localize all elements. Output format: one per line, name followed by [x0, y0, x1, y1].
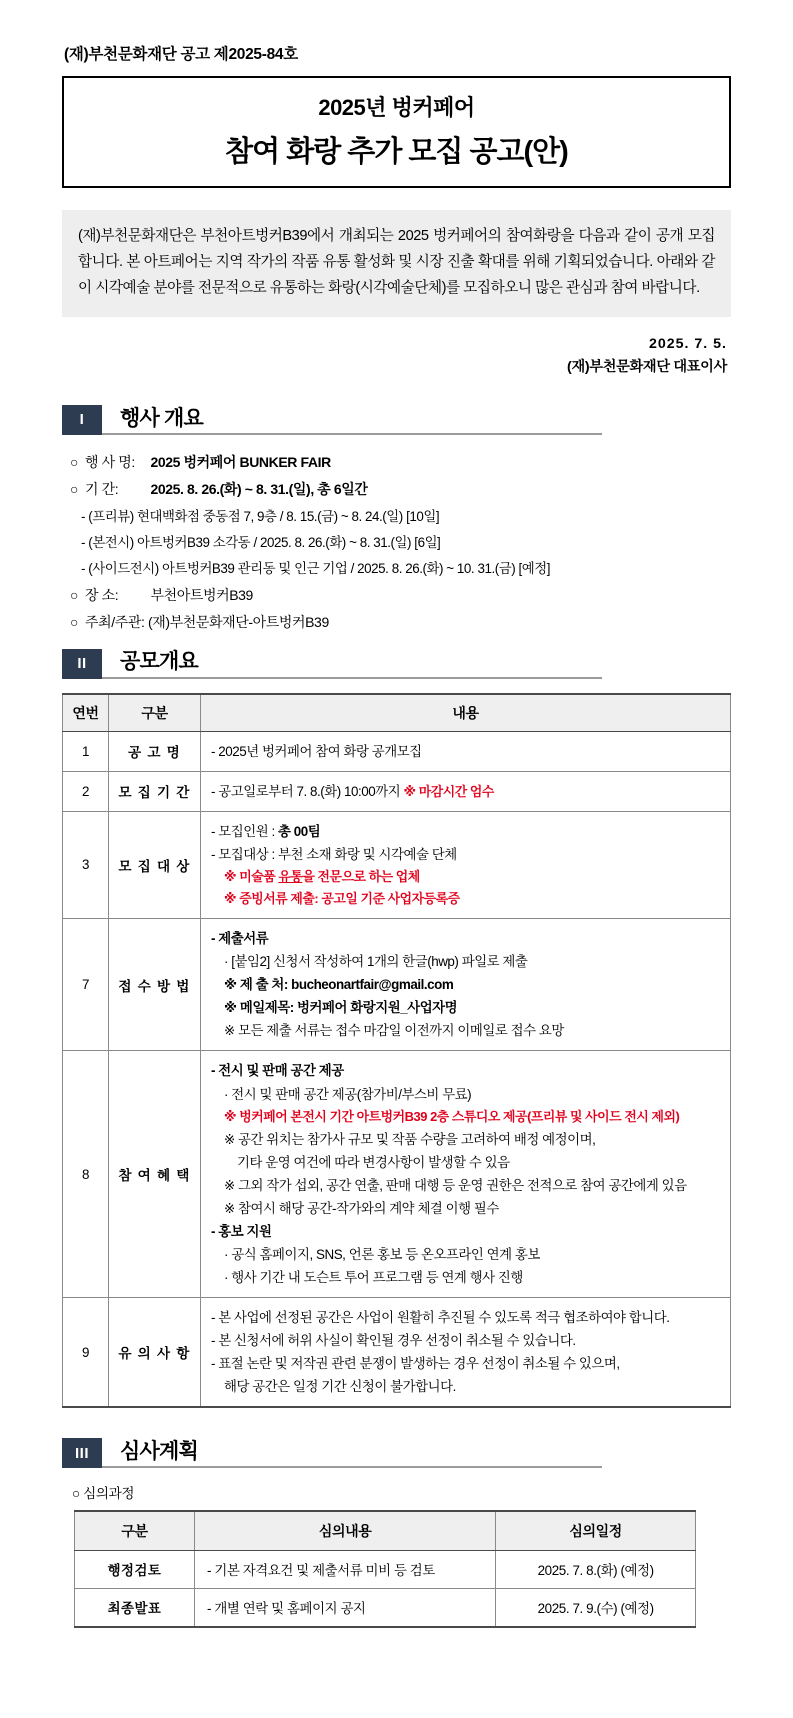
content-line: - 공고일로부터 7. 8.(화) 10:00까지 ※ 마감시간 엄수	[211, 783, 494, 799]
title-subtitle: 2025년 벙커페어	[318, 95, 475, 120]
content-line: ※ 제 출 처: bucheonartfair@gmail.com	[224, 977, 454, 993]
announcement-overview-table	[62, 693, 731, 1409]
section-1-item	[70, 449, 731, 476]
section-1-item	[70, 476, 731, 503]
plan-table-body	[75, 1551, 696, 1628]
cell-content	[201, 731, 731, 771]
section-1-sub-item: - (본전시) 아트벙커B39 소각동 / 2025. 8. 26.(화) ~ 8. 31.(일) [6일]	[81, 534, 441, 550]
content-line: · [붙임2] 신청서 작성하여 1개의 한글(hwp) 파일로 제출	[224, 954, 528, 970]
content-line: - 표절 논란 및 저작권 관련 분쟁이 발생하는 경우 선정이 취소될 수 있으며,	[211, 1356, 620, 1372]
cell-no: 9	[63, 1298, 109, 1408]
section-1-item-value: 2025. 8. 26.(화) ~ 8. 31.(일), 총 6일간	[147, 481, 368, 498]
content-line: ※ 증빙서류 제출: 공고일 기준 사업자등록증	[224, 891, 460, 907]
section-1-item-key: 장 소:	[85, 586, 119, 603]
cell-content	[201, 811, 731, 918]
table-header-row	[63, 694, 731, 732]
section-1-item-value: 2025 벙커페어 BUNKER FAIR	[147, 453, 331, 470]
emphasis-text: 총 00팀	[278, 823, 321, 839]
section-1-bullet-list	[70, 449, 731, 637]
content-line: 기타 운영 여건에 따라 변경사항이 발생할 수 있음	[237, 1154, 510, 1170]
section-1-title-underline	[102, 407, 602, 435]
plan-cell-stage: 행정검토	[75, 1551, 195, 1589]
circle-bullet-icon: ○	[70, 453, 79, 470]
section-1-item-value: 부천아트벙커B39	[147, 586, 253, 603]
plan-col-header-stage: 구분	[75, 1511, 195, 1551]
col-header-no: 연번	[63, 694, 109, 732]
plan-cell-schedule: 2025. 7. 8.(화) (예정)	[496, 1551, 696, 1589]
content-line: 해당 공간은 일정 기간 신청이 불가합니다.	[224, 1379, 456, 1395]
content-line: - 제출서류	[211, 931, 269, 947]
issue-date: 2025. 7. 5.	[648, 335, 727, 352]
section-1-title: 행사 개요	[120, 406, 203, 430]
plan-cell-stage: 최종발표	[75, 1589, 195, 1628]
section-1-sub-item: - (사이드전시) 아트벙커B39 관리동 및 인근 기업 / 2025. 8. 26.(화) ~ 10. 31.(금) [예정]	[81, 560, 551, 576]
document-number: (재)부천문화재단 공고 제2025-84호	[64, 46, 298, 63]
plan-cell-schedule: 2025. 7. 9.(수) (예정)	[496, 1589, 696, 1628]
content-line: ※ 벙커페어 본전시 기간 아트벙커B39 2층 스튜디오 제공(프리뷰 및 사이드 전시 제외)	[224, 1108, 680, 1124]
section-2-numeral: II	[62, 649, 102, 679]
cell-no: 1	[63, 731, 109, 771]
section-3-numeral: III	[62, 1438, 102, 1468]
cell-content	[201, 1051, 731, 1298]
section-1-item	[70, 582, 731, 609]
section-3-title: 심사계획	[120, 1440, 198, 1464]
review-process-label: ○ 심의과정	[72, 1486, 135, 1502]
plan-cell-detail: - 기본 자격요건 및 제출서류 미비 등 검토	[195, 1551, 496, 1589]
section-2-header	[62, 649, 731, 679]
alert-note: ※ 마감시간 엄수	[403, 783, 494, 799]
plan-cell-detail: - 개별 연락 및 홈페이지 공지	[195, 1589, 496, 1628]
title-main: 참여 화랑 추가 모집 공고(안)	[225, 136, 568, 168]
cell-no: 7	[63, 919, 109, 1051]
section-1-item-key: 기 간:	[85, 481, 119, 498]
content-line: · 행사 기간 내 도슨트 투어 프로그램 등 연계 행사 진행	[224, 1270, 523, 1286]
cell-category: 접 수 방 법	[109, 919, 201, 1051]
cell-content	[201, 919, 731, 1051]
plan-table-head	[75, 1511, 696, 1551]
section-1-sub-item: - (프리뷰) 현대백화점 중동점 7, 9층 / 8. 15.(금) ~ 8. 24.(일) [10일]	[81, 508, 440, 524]
table-row	[63, 731, 731, 771]
content-line: - 2025년 벙커페어 참여 화랑 공개모집	[211, 743, 422, 759]
content-line: ※ 참여시 해당 공간-작가와의 계약 체결 이행 필수	[224, 1200, 499, 1216]
col-header-content: 내용	[201, 694, 731, 732]
section-3-title-underline	[102, 1440, 602, 1468]
plan-table-row	[75, 1589, 696, 1628]
cell-category: 공 고 명	[109, 731, 201, 771]
cell-no: 2	[63, 771, 109, 811]
plan-col-header-schedule: 심의일정	[496, 1511, 696, 1551]
col-header-category: 구분	[109, 694, 201, 732]
content-line: · 공식 홈페이지, SNS, 언론 홍보 등 온오프라인 연계 홍보	[224, 1246, 540, 1262]
intro-paragraph: (재)부천문화재단은 부천아트벙커B39에서 개최되는 2025 벙커페어의 참여화랑을 다음과 같이 공개 모집합니다. 본 아트페어는 지역 작가의 작품 유통 활성화 및 시장 진출 확대를 위해 기획되었습니다. 아래와 같이 시각예술 분야를 전문적으로 유통하는 화랑(시각예술단체)를 모집하오니 많은 관심과 참여 바랍니다.	[62, 210, 731, 317]
title-box	[62, 76, 731, 188]
circle-bullet-icon: ○	[70, 586, 79, 603]
plan-table-row	[75, 1551, 696, 1589]
table-row	[63, 919, 731, 1051]
content-line: ※ 공간 위치는 참가사 규모 및 작품 수량을 고려하여 배정 예정이며,	[224, 1131, 596, 1147]
review-plan-table	[74, 1510, 696, 1628]
section-1-item-key: 주최/주관:	[85, 614, 145, 631]
section-1-header	[62, 405, 731, 435]
cell-category: 모 집 기 간	[109, 771, 201, 811]
cell-content	[201, 771, 731, 811]
content-line: ※ 그외 작가 섭외, 공간 연출, 판매 대행 등 운영 권한은 전적으로 참여 공간에게 있음	[224, 1177, 687, 1193]
section-3-header	[62, 1438, 731, 1468]
plan-header-row	[75, 1511, 696, 1551]
section-2-title: 공모개요	[120, 650, 198, 674]
section-1-item	[70, 609, 731, 636]
content-line: - 전시 및 판매 공간 제공	[211, 1063, 344, 1079]
content-line: ※ 모든 제출 서류는 접수 마감일 이전까지 이메일로 접수 요망	[224, 1023, 564, 1039]
table-row	[63, 771, 731, 811]
content-line: - 모집인원 : 총 00팀	[211, 823, 321, 839]
content-line: - 모집대상 : 부천 소재 화랑 및 시각예술 단체	[211, 846, 457, 862]
table-row	[63, 811, 731, 918]
content-line: ※ 메일제목: 벙커페어 화랑지원_사업자명	[224, 1000, 458, 1016]
section-2-title-underline	[102, 650, 602, 678]
cell-no: 3	[63, 811, 109, 918]
table-body	[63, 731, 731, 1407]
table-row	[63, 1298, 731, 1408]
content-line: · 전시 및 판매 공간 제공(참가비/부스비 무료)	[224, 1086, 472, 1102]
cell-content	[201, 1298, 731, 1408]
table-row	[63, 1051, 731, 1298]
signature-block	[62, 333, 731, 379]
underlined-text: 유통	[278, 868, 303, 884]
section-1-numeral: I	[62, 405, 102, 435]
section-1-item-key: 행 사 명:	[85, 453, 135, 470]
circle-bullet-icon: ○	[70, 614, 79, 631]
cell-category: 모 집 대 상	[109, 811, 201, 918]
circle-bullet-icon: ○	[70, 481, 79, 498]
content-line: - 홍보 지원	[211, 1223, 272, 1239]
content-line: - 본 사업에 선정된 공간은 사업이 원활히 추진될 수 있도록 적극 협조하여야 합니다.	[211, 1310, 670, 1326]
content-line: ※ 미술품 유통을 전문으로 하는 업체	[224, 868, 420, 884]
issuer-name: (재)부천문화재단 대표이사	[567, 358, 727, 375]
cell-category: 유 의 사 항	[109, 1298, 201, 1408]
cell-no: 8	[63, 1051, 109, 1298]
table-head	[63, 694, 731, 732]
cell-category: 참 여 혜 택	[109, 1051, 201, 1298]
section-1-item-value: (재)부천문화재단-아트벙커B39	[144, 614, 329, 631]
content-line: - 본 신청서에 허위 사실이 확인될 경우 선정이 취소될 수 있습니다.	[211, 1333, 576, 1349]
plan-col-header-detail: 심의내용	[195, 1511, 496, 1551]
